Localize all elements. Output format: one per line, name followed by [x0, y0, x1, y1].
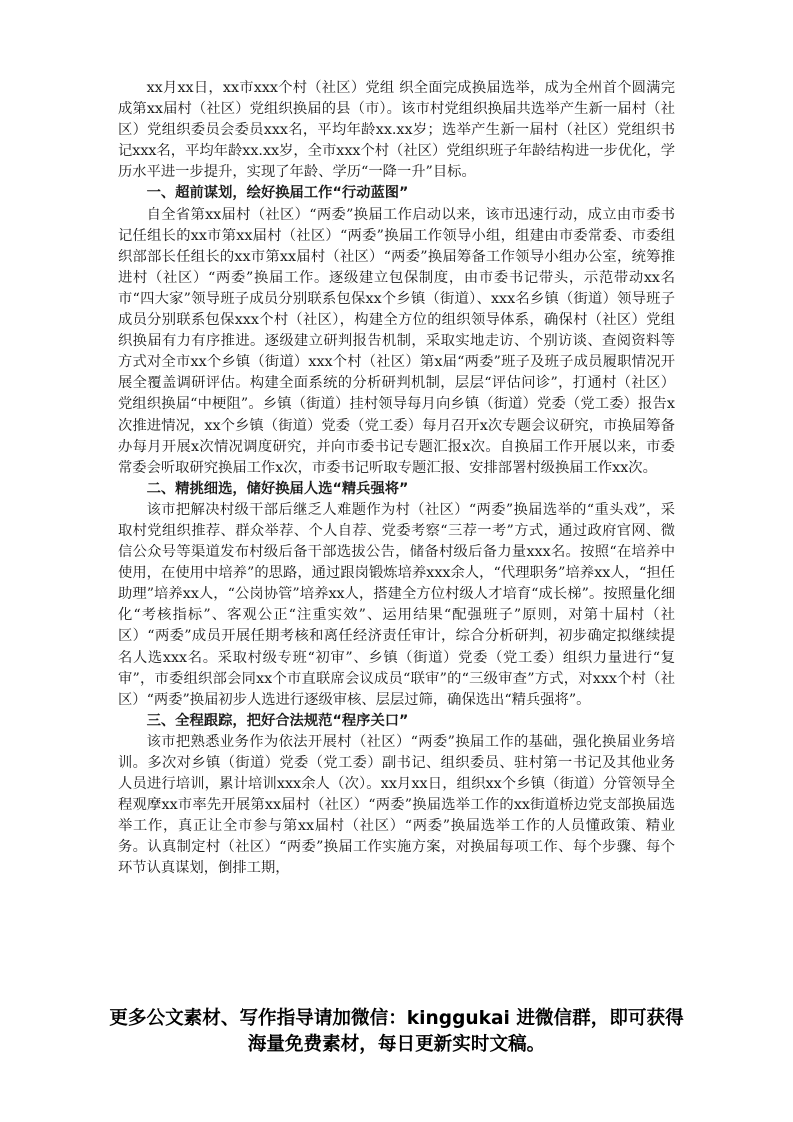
- section-1-heading: 一、超前谋划，绘好换届工作“行动蓝图”: [146, 185, 409, 202]
- promo-line-2: 海量免费素材，每日更新实时文稿。: [247, 1034, 546, 1055]
- promo-footer: [100, 1006, 693, 1058]
- section-3-heading: 三、全程跟踪，把好合法规范“程序关口”: [146, 712, 409, 729]
- section-3-paragraph: 该市把熟悉业务作为依法开展村（社区）“两委”换届工作的基础，强化换届业务培训。多次对乡镇（街道）党委（党工委）副书记、组织委员、驻村第一书记及其他业务人员进行培训，累计培训xxx余人（次）。xx月xx日，组织xx个乡镇（街道）分管领导全程观摩xx市率先开展第xx届村（社区）“两委”换届选举工作的xx街道桥边党支部换届选举工作，真正让全市参与第xx届村（社区）“两委”换届选举工作的人员懂政策、精业务。认真制定村（社区）“两委”换届工作实施方案，对换届每项工作、每个步骤、每个环节认真谋划，倒排工期，: [118, 733, 675, 877]
- section-1-paragraph: 自全省第xx届村（社区）“两委”换届工作启动以来，该市迅速行动，成立由市委书记任组长的xx市第xx届村（社区）“两委”换届工作领导小组，组建由市委常委、市委组织部部长任组长的xx市第xx届村（社区）“两委”换届筹备工作领导小组办公室，统筹推进村（社区）“两委”换届工作。逐级建立包保制度，由市委书记带头，示范带动xx名市“四大家”领导班子成员分别联系包保xx个乡镇（街道）、xxx名乡镇（街道）领导班子成员分别联系包保xxx个村（社区），构建全方位的组织领导体系，确保村（社区）党组织换届有力有序推进。逐级建立研判报告机制，采取实地走访、个别访谈、查阅资料等方式对全市xx个乡镇（街道）xxx个村（社区）第x届“两委”班子及班子成员履职情况开展全覆盖调研评估。构建全面系统的分析研判机制，层层“评估问诊”，打通村（社区）党组织换届“中梗阻”。乡镇（街道）挂村领导每月向乡镇（街道）党委（党工委）报告x次推进情况，xx个乡镇（街道）党委（党工委）每月召开x次专题会议研究，市换届筹备办每月开展x次情况调度研究，并向市委书记专题汇报x次。自换届工作开展以来，市委常委会听取研究换届工作x次，市委书记听取专题汇报、安排部署村级换届工作xx次。: [118, 206, 675, 476]
- intro-paragraph: xx月xx日，xx市xxx个村（社区）党组 织全面完成换届选举，成为全州首个圆满完成第xx届村（社区）党组织换届的县（市）。该市村党组织换届共选举产生新一届村（社区）党组织委员会委员xxx名，平均年龄xx.xx岁；选举产生新一届村（社区）党组织书记xxx名，平均年龄xx.xx岁，全市xxx个村（社区）党组织班子年龄结构进一步优化，学历水平进一步提升，实现了年龄、学历“一降一升”目标。: [118, 80, 675, 181]
- section-2-heading: 二、精挑细选，储好换届人选“精兵强将”: [146, 480, 409, 497]
- section-2-paragraph: 该市把解决村级干部后继乏人难题作为村（社区）“两委”换届选举的“重头戏”，采取村党组织推荐、群众举荐、个人自荐、党委考察“三荐一考”方式，通过政府官网、微信公众号等渠道发布村级后备干部选拔公告，储备村级后备力量xxx名。按照“在培养中使用，在使用中培养”的思路，通过跟岗锻炼培养xxx余人，“代理职务”培养xx人，“担任助理”培养xx人，“公岗协管”培养xx人，搭建全方位村级人才培育“成长梯”。按照量化细化“考核指标”、客观公正“注重实效”、运用结果“配强班子”原则，对第十届村（社区）“两委”成员开展任期考核和离任经济责任审计，综合分析研判，初步确定拟继续提名人选xxx名。采取村级专班“初审”、乡镇（街道）党委（党工委）组织力量进行“复审”，市委组织部会同xx个市直联席会议成员“联审”的“三级审查”方式，对xxx个村（社区）“两委”换届初步人选进行逐级审核、层层过筛，确保选出“精兵强将”。: [118, 501, 675, 708]
- promo-line-1: 更多公文素材、写作指导请加微信：kinggukai 进微信群，即可获得: [109, 1008, 684, 1029]
- document-body: [118, 78, 675, 880]
